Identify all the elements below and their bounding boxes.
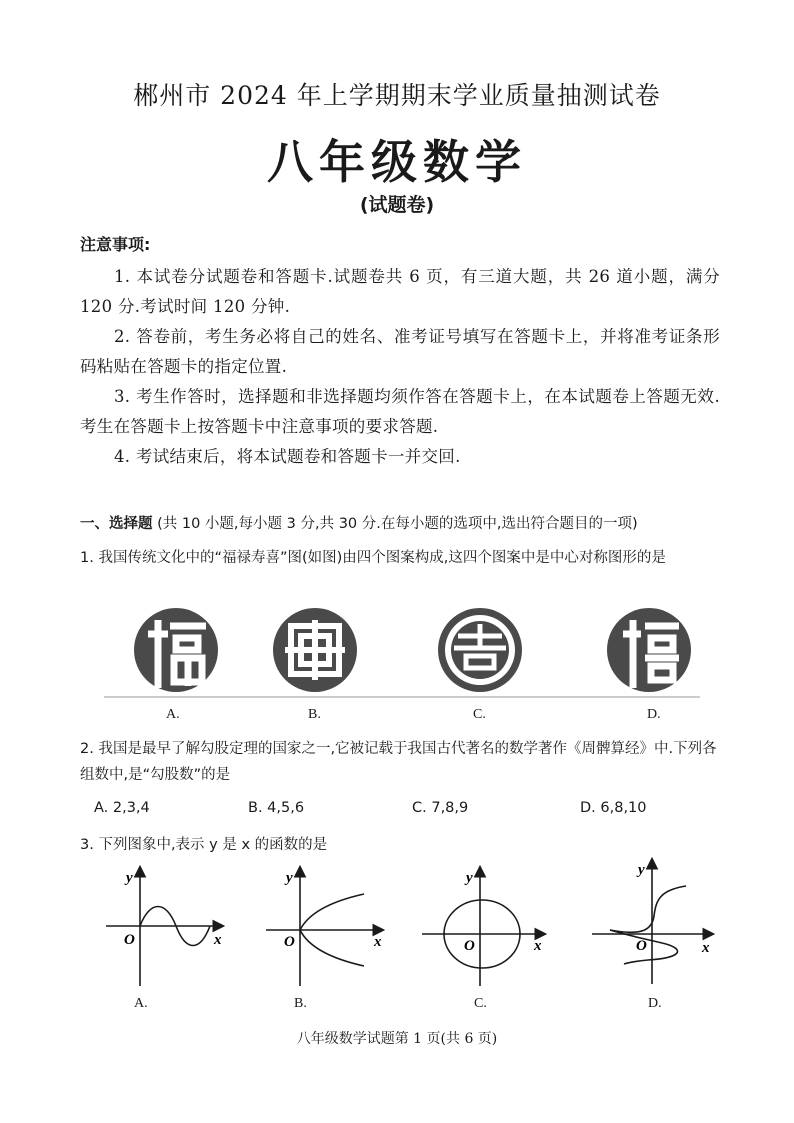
exam-title: 郴州市 2024 年上学期期末学业质量抽测试卷 bbox=[133, 81, 661, 110]
svg-text:x: x bbox=[374, 934, 382, 950]
q3-graph-c bbox=[420, 862, 550, 988]
svg-text:y: y bbox=[286, 870, 293, 886]
q2-option-b: B. 4,5,6 bbox=[248, 800, 305, 816]
q2-option-c: C. 7,8,9 bbox=[412, 800, 469, 816]
svg-text:x: x bbox=[534, 938, 542, 954]
q1-option-a: A. bbox=[166, 707, 180, 722]
svg-text:O: O bbox=[284, 934, 295, 950]
subject-title: 八年级数学 bbox=[267, 135, 527, 189]
q3-option-c: C. bbox=[474, 996, 487, 1011]
question-3-text: 3. 下列图象中,表示 y 是 x 的函数的是 bbox=[80, 837, 328, 853]
q1-seal-figure bbox=[104, 604, 700, 700]
question-1-text: 1. 我国传统文化中的“福禄寿喜”图(如图)由四个图案构成,这四个图案中是中心对称图形的是 bbox=[80, 550, 666, 566]
section-heading bbox=[80, 511, 730, 537]
notice-heading: 注意事项: bbox=[80, 235, 151, 254]
q1-option-c: C. bbox=[473, 707, 486, 722]
origin-label: O bbox=[124, 932, 135, 948]
paper-type: (试题卷) bbox=[359, 194, 435, 216]
q2-option-d: D. 6,8,10 bbox=[580, 800, 647, 816]
svg-text:y: y bbox=[466, 870, 473, 886]
question-2-text: 2. 我国是最早了解勾股定理的国家之一,它被记载于我国古代著名的数学著作《周髀算经》中.下列各组数中,是“勾股数”的是 bbox=[80, 741, 717, 783]
q3-graph-b bbox=[264, 862, 388, 988]
seal-lu-icon bbox=[273, 608, 357, 692]
axis-y-label: y bbox=[126, 870, 133, 886]
q1-option-d: D. bbox=[647, 707, 661, 722]
q2-option-a: A. 2,3,4 bbox=[94, 800, 150, 816]
seal-fu-icon bbox=[134, 608, 218, 692]
notice-item: 1. 本试卷分试题卷和答题卡.试题卷共 6 页，有三道大题，共 26 道小题，满分 120 分.考试时间 120 分钟. bbox=[80, 267, 720, 316]
notice-list bbox=[80, 262, 720, 472]
svg-text:O: O bbox=[464, 938, 475, 954]
q1-option-b: B. bbox=[308, 707, 321, 722]
q3-option-a: A. bbox=[134, 996, 148, 1011]
axis-x-label: x bbox=[214, 932, 222, 948]
notice-item: 4. 考试结束后，将本试题卷和答题卡一并交回. bbox=[114, 447, 461, 466]
seal-xi-icon bbox=[607, 608, 691, 692]
notice-item: 3. 考生作答时，选择题和非选择题均须作答在答题卡上，在本试题卷上答题无效.考生在答题卡上按答题卡中注意事项的要求答题. bbox=[80, 387, 720, 436]
section-title: 一、选择题 bbox=[80, 516, 153, 532]
q3-graph-a bbox=[104, 862, 228, 988]
svg-text:x: x bbox=[702, 940, 710, 956]
svg-text:y: y bbox=[638, 862, 645, 878]
section-note: (共 10 小题,每小题 3 分,共 30 分.在每小题的选项中,选出符合题目的一项) bbox=[157, 516, 638, 532]
q3-graph-d bbox=[590, 856, 716, 986]
q3-option-d: D. bbox=[648, 996, 662, 1011]
q3-option-b: B. bbox=[294, 996, 307, 1011]
page-footer: 八年级数学试题第 1 页(共 6 页) bbox=[296, 1031, 498, 1047]
notice-item: 2. 答卷前，考生务必将自己的姓名、准考证号填写在答题卡上，并将准考证条形码粘贴在答题卡的指定位置. bbox=[80, 327, 720, 376]
svg-text:O: O bbox=[636, 938, 647, 954]
seal-shou-icon bbox=[438, 608, 522, 692]
